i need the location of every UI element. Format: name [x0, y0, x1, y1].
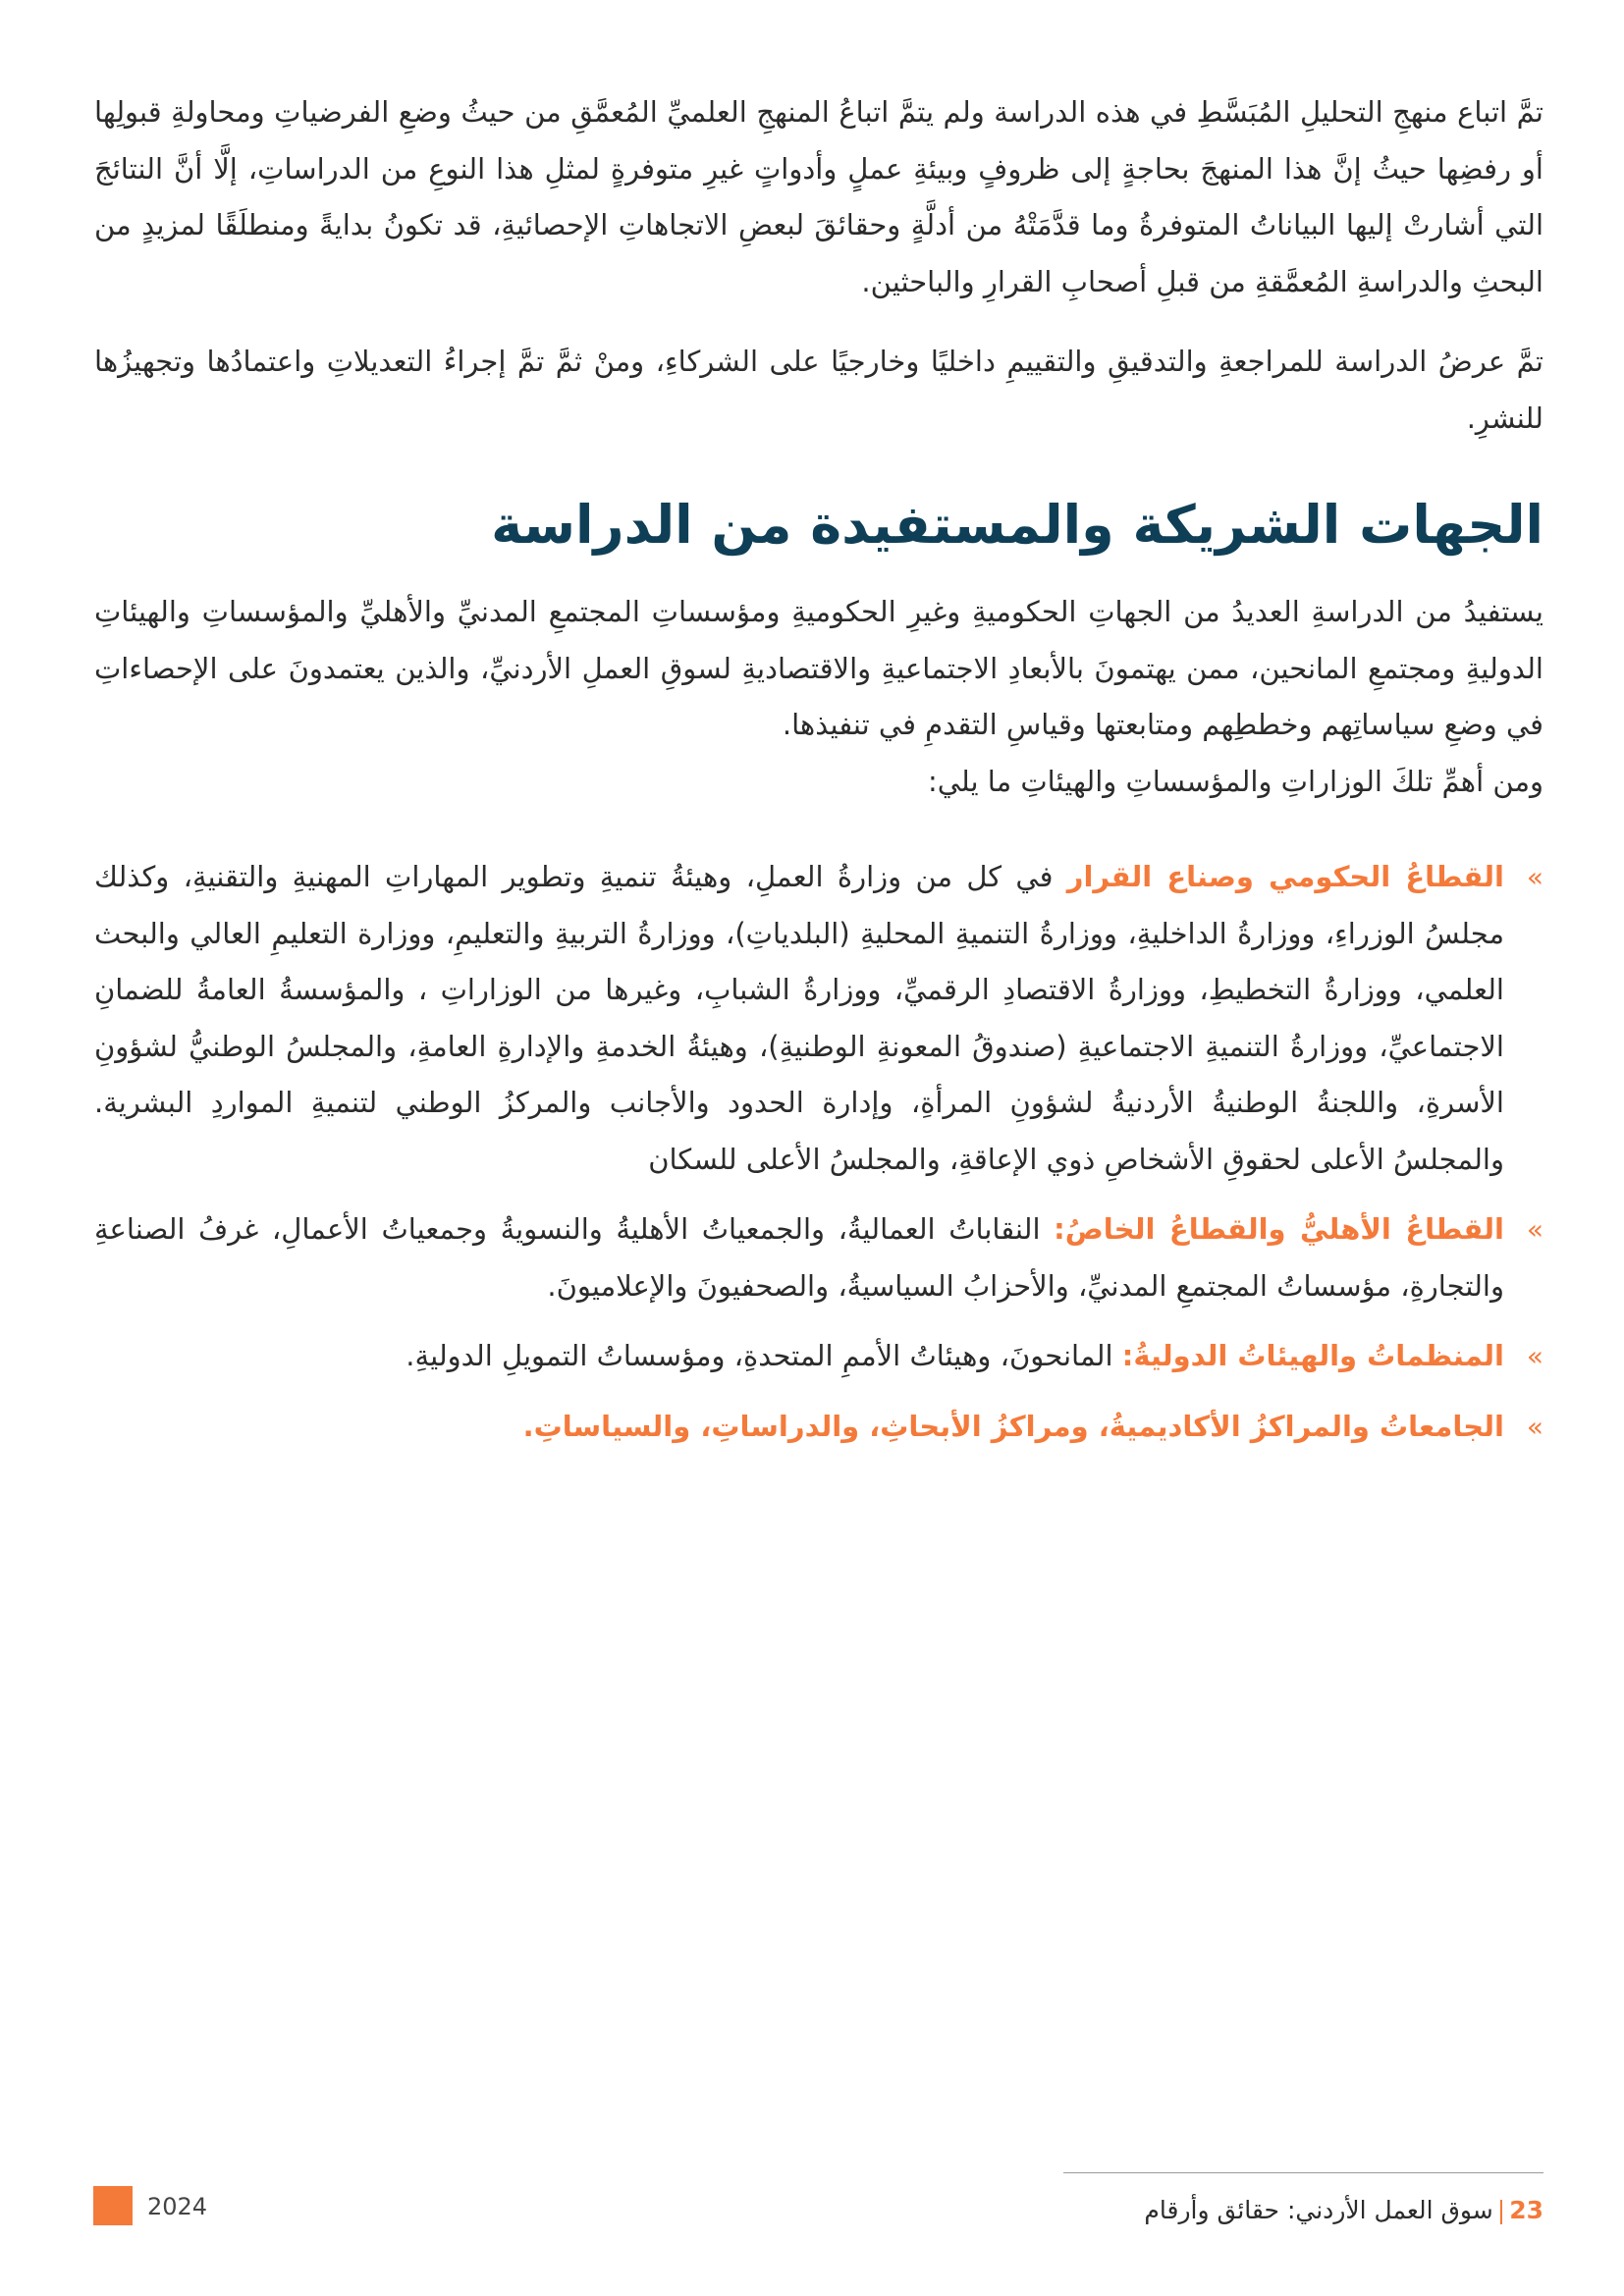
methodology-paragraph: تمَّ اتباع منهجِ التحليلِ المُبَسَّطِ في هذه الدراسة ولم يتمَّ اتباعُ المنهجِ العلميِّ المُعمَّقِ من حيثُ وضعِ الفرضياتِ ومحاولةِ قبولِها أو رفضِها حيثُ إنَّ هذا المنهجَ بحاجةٍ إلى ظروفٍ وبيئةِ عملٍ وأدواتٍ غيرِ متوفرةٍ لمثلِ هذا النوعِ من الدراساتِ، إلَّا أنَّ النتائجَ التي أشارتْ إليها البياناتُ المتوفرةُ وما قدَّمَتْهُ من أدلَّةٍ وحقائقَ لبعضِ الاتجاهاتِ الإحصائيةِ، قد تكونُ بدايةً ومنطلَقًا لمزيدٍ من البحثِ والدراسةِ المُعمَّقةِ من قبلِ أصحابِ القرارِ والباحثين. [94, 95, 1543, 298]
chevron-bullet-icon: » [1526, 1340, 1543, 1372]
list-item [94, 1399, 1543, 1456]
item-heading: القطاعُ الأهليُّ والقطاعُ الخاصُ: [1054, 1212, 1504, 1246]
list-item [94, 1201, 1543, 1314]
chevron-bullet-icon: » [1526, 1410, 1543, 1443]
review-paragraph: تمَّ عرضُ الدراسة للمراجعةِ والتدقيقِ والتقييمِ داخليًا وخارجيًا على الشركاءِ، ومنْ ثمَّ تمَّ إجراءُ التعديلاتِ واعتمادُها وتجهيزُها للنشرِ. [94, 345, 1543, 435]
footer-year: 2024 [147, 2193, 208, 2220]
section-heading: الجهات الشريكة والمستفيدة من الدراسة [491, 494, 1543, 556]
beneficiaries-paragraph [94, 584, 1543, 810]
list-item [94, 849, 1543, 1188]
item-heading: القطاعُ الحكومي وصناع القرار [1066, 860, 1504, 893]
page-number: 23 [1509, 2196, 1543, 2224]
footer-divider [1063, 2172, 1543, 2173]
footer-title [1144, 2196, 1543, 2224]
beneficiaries-intro: ومن أهمِّ تلكَ الوزاراتِ والمؤسساتِ والهيئاتِ ما يلي: [927, 764, 1543, 798]
beneficiaries-text: يستفيدُ من الدراسةِ العديدُ من الجهاتِ الحكوميةِ وغيرِ الحكوميةِ ومؤسساتِ المجتمعِ المدنيِّ والأهليِّ والمؤسساتِ والهيئاتِ الدوليةِ ومجتمعِ المانحين، ممن يهتمونَ بالأبعادِ الاجتماعيةِ والاقتصاديةِ لسوقِ العملِ الأردنيِّ، والذين يعتمدونَ على الإحصاءاتِ في وضعِ سياساتِهم وخططِهم ومتابعتها وقياسِ التقدمِ في تنفيذها. [94, 595, 1543, 741]
beneficiaries-list [94, 849, 1543, 1468]
item-text: النقاباتُ العماليةُ، والجمعياتُ الأهليةُ والنسويةُ وجمعياتُ الأعمالِ، غرفُ الصناعةِ والتجارةِ، مؤسساتُ المجتمعِ المدنيِّ، والأحزابُ السياسيةُ، والصحفيونَ والإعلاميونَ. [94, 1212, 1504, 1303]
chevron-bullet-icon: » [1526, 861, 1543, 893]
list-item [94, 1328, 1543, 1385]
item-heading: الجامعاتُ والمراكزُ الأكاديميةُ، ومراكزُ الأبحاثِ، والدراساتِ، والسياساتِ. [522, 1409, 1504, 1443]
item-text: في كل من وزارةُ العملِ، وهيئةُ تنميةِ وتطوير المهاراتِ المهنيةِ والتقنيةِ، وكذلك مجلسُ الوزراءِ، ووزارةُ الداخليةِ، ووزارةُ التنميةِ المحليةِ (البلدياتِ)، ووزارةُ التربيةِ والتعليمِ، ووزارة التعليمِ العالي والبحث العلمي، ووزارةُ التخطيطِ، ووزارةُ الاقتصادِ الرقميِّ، ووزارةُ الشبابِ، وغيرها من الوزاراتِ ، والمؤسسةُ العامةُ للضمانِ الاجتماعيِّ، ووزارةُ التنميةِ الاجتماعيةِ (صندوقُ المعونةِ الوطنيةِ)، وهيئةُ الخدمةِ والإدارةِ العامةِ، والمجلسُ الوطنيُّ لشؤونِ الأسرةِ، واللجنةُ الوطنيةُ الأردنيةُ لشؤونِ المرأةِ، وإدارة الحدود والأجانب والمركزُ الوطني لتنميةِ المواردِ البشرية. والمجلسُ الأعلى لحقوقِ الأشخاصِ ذوي الإعاقةِ، والمجلسُ الأعلى للسكان [94, 860, 1504, 1176]
footer-orange-square [93, 2186, 133, 2225]
publication-title: سوق العمل الأردني: حقائق وأرقام [1144, 2196, 1493, 2224]
footer-separator: | [1496, 2196, 1506, 2224]
chevron-bullet-icon: » [1526, 1213, 1543, 1246]
item-text: المانحونَ، وهيئاتُ الأممِ المتحدةِ، ومؤسساتُ التمويلِ الدوليةِ. [406, 1339, 1122, 1372]
item-heading: المنظماتُ والهيئاتُ الدوليةُ: [1121, 1339, 1504, 1372]
